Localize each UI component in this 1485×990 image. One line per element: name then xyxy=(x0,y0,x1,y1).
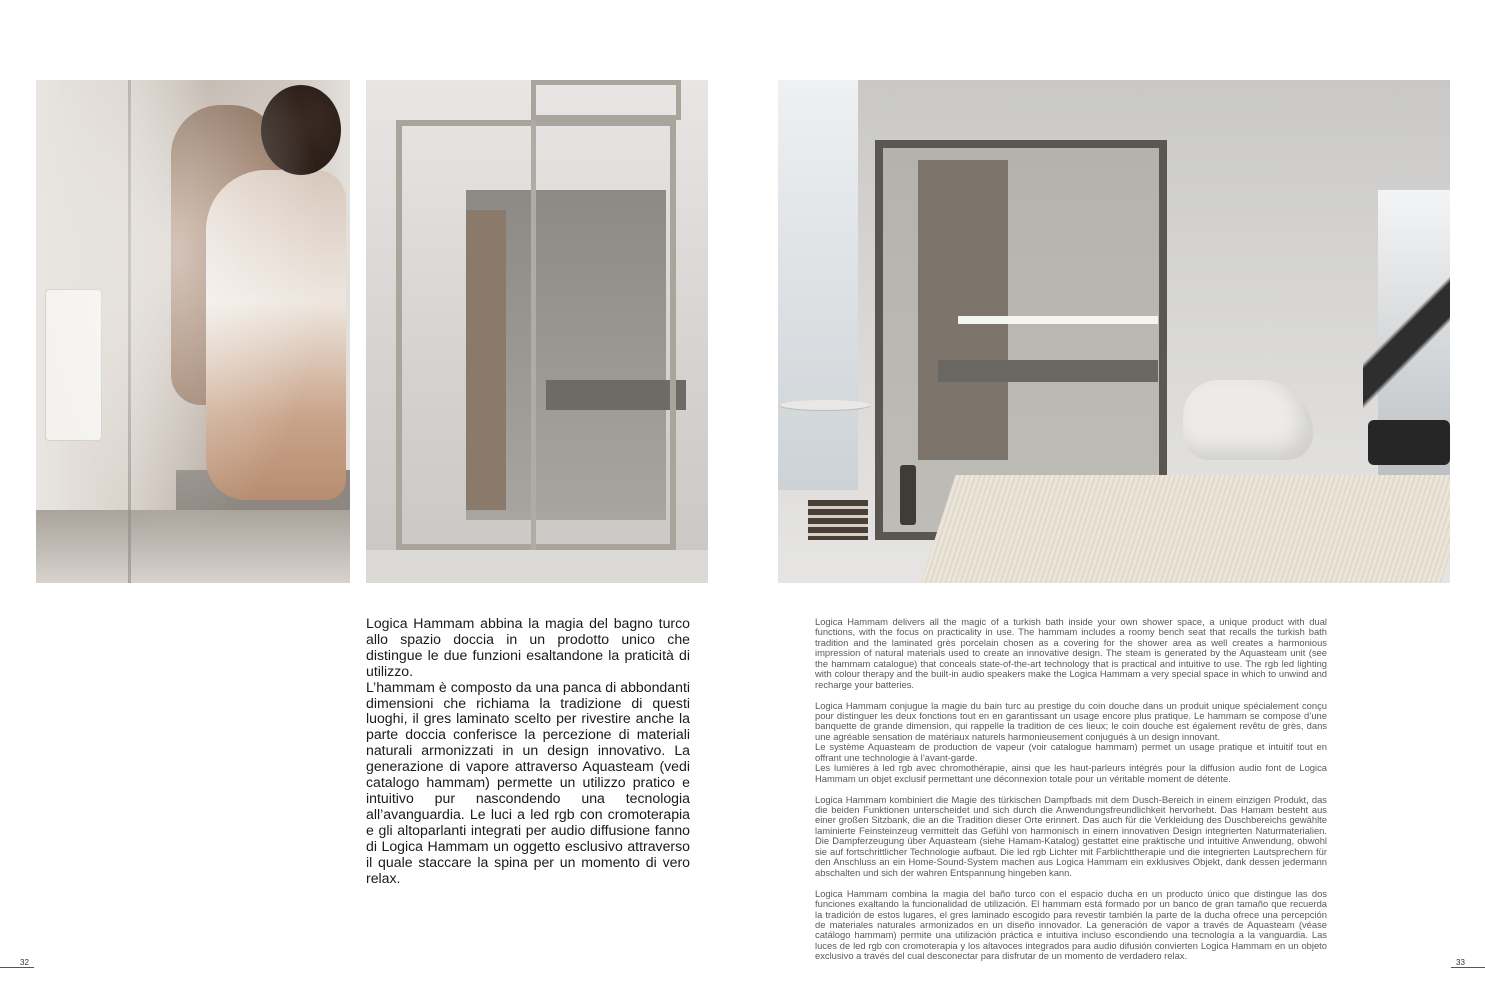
french-paragraph xyxy=(815,701,1327,785)
french-line-1: Logica Hammam conjugue la magie du bain turc au prestige du coin douche dans un produit unique spécialement conçu pour distinguer les deux fonctions tout en en garantissant un usage encore plus pratique. Le hammam se compose d’une banquette de grande dimension, qui rappelle la tradition de ces lieux; le coin douche est également revêtu de grès, dans une agréable sensation de matériaux naturels harmonieusement conjugués à un design innovant. xyxy=(815,699,1327,742)
room-side-table xyxy=(780,400,870,410)
page-number-left: 32 xyxy=(20,958,29,967)
spanish-paragraph: Logica Hammam combina la magia del baño turco con el espacio ducha en un producto único que distingue las dos funciones exaltando la funcionalidad de utilización. El hammam está formado por un banco de gran tamaño que recuerda la tradición de estos lugares, el gres laminado escogido para revestir también la parte de la ducha ofrece una percepción de materiales naturales armonizados en un diseño innovador. La generación de vapor a través de Aquasteam (véase catálogo hammam) permite una utilización práctica e intuitiva incluso escondiendo una tecnología a la vanguardia. Las luces de led rgb con cromoterapia y los altavoces integrados para audio difusión convierten Logica Hammam en un objeto exclusivo a través del cual desconectar para disfrutar de un momento de verdadero relax. xyxy=(815,887,1327,962)
room-cabin-led-strip xyxy=(958,316,1158,324)
room-glass-bottle xyxy=(900,465,916,525)
photo-shower-cabin xyxy=(366,80,708,583)
room-treadmill-base xyxy=(1368,420,1450,465)
room-cabin-wood-panel xyxy=(918,160,1008,460)
translations-text-block xyxy=(815,617,1327,972)
italian-text-block xyxy=(366,616,690,886)
french-line-2: Le système Aquasteam de production de vapeur (voir catalogue hammam) permet un usage pratique et intuitif tout en offrant une technologie à l’avant-garde. xyxy=(815,741,1327,763)
room-bean-bag xyxy=(1183,380,1313,460)
page-rule-left xyxy=(0,967,34,968)
english-paragraph: Logica Hammam delivers all the magic of a turkish bath inside your own shower space, a unique product with dual functions, with the focus on practicality in use. The hammam includes a roomy bench seat that recalls the turkish bath tradition and the laminated grès porcelain chosen as a covering for the shower area as well creates a harmonious impression of natural materials used to create an innovative design. The steam is generated by the Aquasteam unit (see the hammam catalogue) that conceals state-of-the-art technology that is practical and intuitive to use. The rgb led lighting with colour therapy and the built-in audio speakers make the Logica Hammam a very special space in which to unwind and recharge your batteries. xyxy=(815,616,1327,690)
cabin-floor xyxy=(366,550,708,583)
room-window-left xyxy=(778,80,858,490)
page-number-right: 33 xyxy=(1456,958,1465,967)
italian-paragraph-1: Logica Hammam abbina la magia del bagno turco allo spazio doccia in un prodotto unico che distingue le due funzioni esaltandone la praticità di utilizzo. xyxy=(366,615,690,679)
room-shag-rug xyxy=(920,475,1450,583)
italian-paragraph-2: L’hammam è composto da una panca di abbondanti dimensioni che richiama la tradizione di questi luoghi, il gres laminato scelto per rivestire anche la parte doccia conferisce la percezione di materiali naturali armonizzati in un design innovativo. La generazione di vapore attraverso Aquasteam (vedi catalogo hammam) permette un utilizzo pratico e intuitivo pur nascondendo una tecnologia all’avanguardia. Le luci a led rgb con cromoterapia e gli altoparlanti integrati per audio diffusione fanno di Logica Hammam un oggetto esclusivo attraverso il quale staccare la spina per un momento di vero relax. xyxy=(366,678,690,886)
steam-overlay xyxy=(36,80,350,583)
german-paragraph: Logica Hammam kombiniert die Magie des türkischen Dampfbads mit dem Dusch-Bereich in einem einzigen Produkt, das die beiden Funktionen unterscheidet und sich durch die Anwendungsfreundlichkeit hervorhebt. Das Hamam besteht aus einer großen Sitzbank, die an die Tradition dieser Orte erinnert. Das auch für die Verkleidung des Duschbereichs gewählte laminierte Feinsteinzeug vermittelt das Gefühl von harmonisch in einem innovativen Design integrierten Naturmaterialien. Die Dampferzeugung über Aquasteam (siehe Hamam-Katalog) gestattet eine praktische und intuitive Anwendung, obwohl sie auf fortschrittlicher Technologie aufbaut. Die led rgb Lichter mit Farblichttherapie und die integrierten Lautsprechern für den Anschluss an ein Home-Sound-System machen aus Logica Hammam ein exklusives Objekt, dank dessen jedermann abschalten und sich der wahren Entspannung hingeben kann. xyxy=(815,793,1327,878)
french-line-3: Les lumières à led rgb avec chromothérapie, ainsi que les haut-parleurs intégrés pour la diffusion audio font de Logica Hammam un objet exclusif permettant une déconnexion totale pour un véritable moment de détente. xyxy=(815,762,1327,784)
photo-living-room xyxy=(778,80,1450,583)
room-cabin-bench xyxy=(938,360,1158,382)
room-books-stack xyxy=(808,500,868,540)
cabin-mullion xyxy=(531,120,536,550)
cabin-frame xyxy=(396,120,676,550)
page-rule-right xyxy=(1451,967,1485,968)
cabin-top-frame xyxy=(531,80,681,120)
photo-couple-steam xyxy=(36,80,350,583)
